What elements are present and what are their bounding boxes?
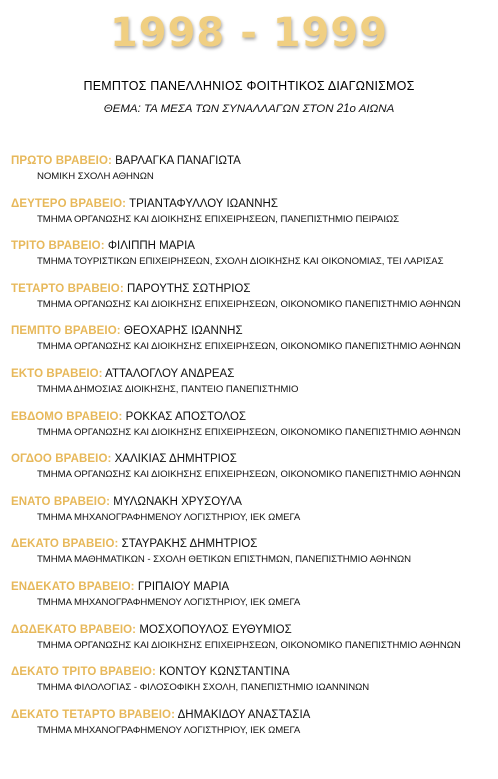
winner-name: ΜΥΛΩΝΑΚΗ ΧΡΥΣΟΥΛΑ bbox=[113, 495, 242, 508]
award-entry bbox=[11, 410, 491, 453]
award-entry bbox=[11, 367, 491, 410]
prize-label: ΔΩΔΕΚΑΤΟ ΒΡΑΒΕΙΟ: bbox=[11, 623, 137, 636]
award-entry bbox=[11, 324, 491, 367]
prize-label: ΤΡΙΤΟ ΒΡΑΒΕΙΟ: bbox=[11, 240, 105, 253]
winner-name: ΔΗΜΑΚΙΔΟΥ ΑΝΑΣΤΑΣΙΑ bbox=[177, 708, 311, 721]
award-entry bbox=[11, 537, 491, 580]
prize-label: ΕΝΑΤΟ ΒΡΑΒΕΙΟ: bbox=[11, 495, 111, 508]
winner-name: ΜΟΣΧΟΠΟΥΛΟΣ ΕΥΘΥΜΙΟΣ bbox=[139, 623, 292, 636]
award-line bbox=[11, 239, 491, 254]
award-line bbox=[11, 410, 491, 425]
winner-affiliation: ΤΜΗΜΑ ΟΡΓΑΝΩΣΗΣ ΚΑΙ ΔΙΟΙΚΗΣΗΣ ΕΠΙΧΕΙΡΗΣΕΩΝ, ΟΙΚΟΝΟΜΙΚΟ ΠΑΝΕΠΙΣΤΗΜΙΟ ΑΘΗΝΩΝ bbox=[37, 469, 461, 481]
award-entry bbox=[11, 580, 491, 623]
awards-list bbox=[11, 154, 491, 750]
winner-affiliation: ΤΜΗΜΑ ΔΗΜΟΣΙΑΣ ΔΙΟΙΚΗΣΗΣ, ΠΑΝΤΕΙΟ ΠΑΝΕΠΙΣΤΗΜΙΟ bbox=[37, 383, 299, 395]
winner-affiliation: ΤΜΗΜΑ ΜΗΧΑΝΟΓΡΑΦΗΜΕΝΟΥ ΛΟΓΙΣΤΗΡΙΟΥ, ΙΕΚ ΩΜΕΓΑ bbox=[37, 596, 301, 608]
prize-label: ΔΕΚΑΤΟ ΤΕΤΑΡΤΟ ΒΡΑΒΕΙΟ: bbox=[11, 708, 176, 721]
award-entry bbox=[11, 708, 491, 751]
prize-label: ΕΒΔΟΜΟ ΒΡΑΒΕΙΟ: bbox=[11, 410, 123, 423]
award-line bbox=[11, 367, 491, 382]
award-line bbox=[11, 580, 491, 595]
winner-name: ΚΟΝΤΟΥ ΚΩΝΣΤΑΝΤΙΝΑ bbox=[159, 666, 290, 679]
prize-label: ΕΝΔΕΚΑΤΟ ΒΡΑΒΕΙΟ: bbox=[11, 580, 135, 593]
prize-label: ΠΡΩΤΟ ΒΡΑΒΕΙΟ: bbox=[11, 155, 112, 167]
prize-label: ΤΕΤΑΡΤΟ ΒΡΑΒΕΙΟ: bbox=[11, 282, 124, 295]
winner-affiliation: ΤΜΗΜΑ ΜΑΘΗΜΑΤΙΚΩΝ - ΣΧΟΛΗ ΘΕΤΙΚΩΝ ΕΠΙΣΤΗΜΩΝ, ΠΑΝΕΠΙΣΤΗΜΙΟ ΑΘΗΝΩΝ bbox=[37, 554, 412, 566]
winner-affiliation: ΤΜΗΜΑ ΜΗΧΑΝΟΓΡΑΦΗΜΕΝΟΥ ΛΟΓΙΣΤΗΡΙΟΥ, ΙΕΚ ΩΜΕΓΑ bbox=[37, 724, 301, 736]
prize-label: ΔΕΥΤΕΡΟ ΒΡΑΒΕΙΟ: bbox=[11, 197, 127, 210]
prize-label: ΠΕΜΠΤΟ ΒΡΑΒΕΙΟ: bbox=[11, 325, 121, 338]
winner-name: ΓΡΙΠΑΙΟΥ ΜΑΡΙΑ bbox=[137, 580, 230, 593]
winner-name: ΠΑΡΟΥΤΗΣ ΣΩΤΗΡΙΟΣ bbox=[126, 282, 251, 295]
award-line bbox=[11, 154, 491, 169]
award-entry bbox=[11, 239, 491, 282]
winner-name: ΑΤΤΑΛΟΓΛΟΥ ΑΝΔΡΕΑΣ bbox=[105, 367, 235, 380]
winner-name: ΧΑΛΙΚΙΑΣ ΔΗΜΗΤΡΙΟΣ bbox=[114, 453, 237, 466]
award-entry bbox=[11, 623, 491, 666]
winner-name: ΡΟΚΚΑΣ ΑΠΟΣΤΟΛΟΣ bbox=[125, 410, 247, 423]
award-line bbox=[11, 282, 491, 297]
prize-label: ΟΓΔΟΟ ΒΡΑΒΕΙΟ: bbox=[11, 453, 112, 466]
award-line bbox=[11, 197, 491, 212]
winner-affiliation: ΤΜΗΜΑ ΟΡΓΑΝΩΣΗΣ ΚΑΙ ΔΙΟΙΚΗΣΗΣ ΕΠΙΧΕΙΡΗΣΕΩΝ, ΟΙΚΟΝΟΜΙΚΟ ΠΑΝΕΠΙΣΤΗΜΙΟ ΑΘΗΝΩΝ bbox=[37, 341, 461, 353]
winner-affiliation: ΤΜΗΜΑ ΟΡΓΑΝΩΣΗΣ ΚΑΙ ΔΙΟΙΚΗΣΗΣ ΕΠΙΧΕΙΡΗΣΕΩΝ, ΟΙΚΟΝΟΜΙΚΟ ΠΑΝΕΠΙΣΤΗΜΙΟ ΑΘΗΝΩΝ bbox=[37, 298, 461, 310]
award-line bbox=[11, 537, 491, 552]
award-entry bbox=[11, 665, 491, 708]
award-line bbox=[11, 708, 491, 723]
winner-name: ΦΙΛΙΠΠΗ ΜΑΡΙΑ bbox=[107, 240, 195, 253]
award-line bbox=[11, 324, 491, 339]
winner-affiliation: ΤΜΗΜΑ ΤΟΥΡΙΣΤΙΚΩΝ ΕΠΙΧΕΙΡΗΣΕΩΝ, ΣΧΟΛΗ ΔΙΟΙΚΗΣΗΣ ΚΑΙ ΟΙΚΟΝΟΜΙΑΣ, ΤΕΙ ΛΑΡΙΣΑΣ bbox=[37, 256, 444, 268]
winner-name: ΒΑΡΛΑΓΚΑ ΠΑΝΑΓΙΩΤΑ bbox=[115, 155, 241, 167]
winner-affiliation: ΤΜΗΜΑ ΟΡΓΑΝΩΣΗΣ ΚΑΙ ΔΙΟΙΚΗΣΗΣ ΕΠΙΧΕΙΡΗΣΕΩΝ, ΟΙΚΟΝΟΜΙΚΟ ΠΑΝΕΠΙΣΤΗΜΙΟ ΑΘΗΝΩΝ bbox=[37, 639, 461, 651]
prize-label: ΔΕΚΑΤΟ ΤΡΙΤΟ ΒΡΑΒΕΙΟ: bbox=[11, 666, 156, 679]
contest-theme: ΘΕΜΑ: ΤΑ ΜΕΣΑ ΤΩΝ ΣΥΝΑΛΛΑΓΩΝ ΣΤΟΝ 21ο ΑΙΩΝΑ bbox=[103, 103, 395, 115]
winner-name: ΤΡΙΑΝΤΑΦΥΛΛΟΥ ΙΩΑΝΝΗΣ bbox=[129, 197, 278, 210]
winner-name: ΣΤΑΥΡΑΚΗΣ ΔΗΜΗΤΡΙΟΣ bbox=[121, 538, 258, 551]
winner-name: ΘΕΟΧΑΡΗΣ ΙΩΑΝΝΗΣ bbox=[123, 325, 243, 338]
winner-affiliation: ΤΜΗΜΑ ΟΡΓΑΝΩΣΗΣ ΚΑΙ ΔΙΟΙΚΗΣΗΣ ΕΠΙΧΕΙΡΗΣΕΩΝ, ΠΑΝΕΠΙΣΤΗΜΙΟ ΠΕΙΡΑΙΩΣ bbox=[37, 213, 400, 225]
award-entry bbox=[11, 154, 491, 197]
year-heading: 1998 - 1999 bbox=[109, 10, 389, 56]
prize-label: ΔΕΚΑΤΟ ΒΡΑΒΕΙΟ: bbox=[11, 538, 119, 551]
award-line bbox=[11, 623, 491, 638]
winner-affiliation: ΤΜΗΜΑ ΦΙΛΟΛΟΓΙΑΣ - ΦΙΛΟΣΟΦΙΚΗ ΣΧΟΛΗ, ΠΑΝΕΠΙΣΤΗΜΙΟ ΙΩΑΝΝΙΝΩΝ bbox=[37, 682, 370, 694]
award-entry bbox=[11, 197, 491, 240]
award-line bbox=[11, 452, 491, 467]
award-entry bbox=[11, 452, 491, 495]
prize-label: ΕΚΤΟ ΒΡΑΒΕΙΟ: bbox=[11, 367, 103, 380]
award-line bbox=[11, 495, 491, 510]
award-line bbox=[11, 665, 491, 680]
winner-affiliation: ΤΜΗΜΑ ΜΗΧΑΝΟΓΡΑΦΗΜΕΝΟΥ ΛΟΓΙΣΤΗΡΙΟΥ, ΙΕΚ ΩΜΕΓΑ bbox=[37, 511, 301, 523]
winner-affiliation: ΤΜΗΜΑ ΟΡΓΑΝΩΣΗΣ ΚΑΙ ΔΙΟΙΚΗΣΗΣ ΕΠΙΧΕΙΡΗΣΕΩΝ, ΟΙΚΟΝΟΜΙΚΟ ΠΑΝΕΠΙΣΤΗΜΙΟ ΑΘΗΝΩΝ bbox=[37, 426, 461, 438]
winner-affiliation: ΝΟΜΙΚΗ ΣΧΟΛΗ ΑΘΗΝΩΝ bbox=[37, 171, 154, 182]
award-entry bbox=[11, 495, 491, 538]
contest-title: ΠΕΜΠΤΟΣ ΠΑΝΕΛΛΗΝΙΟΣ ΦΟΙΤΗΤΙΚΟΣ ΔΙΑΓΩΝΙΣΜΟΣ bbox=[83, 79, 415, 93]
award-entry bbox=[11, 282, 491, 325]
